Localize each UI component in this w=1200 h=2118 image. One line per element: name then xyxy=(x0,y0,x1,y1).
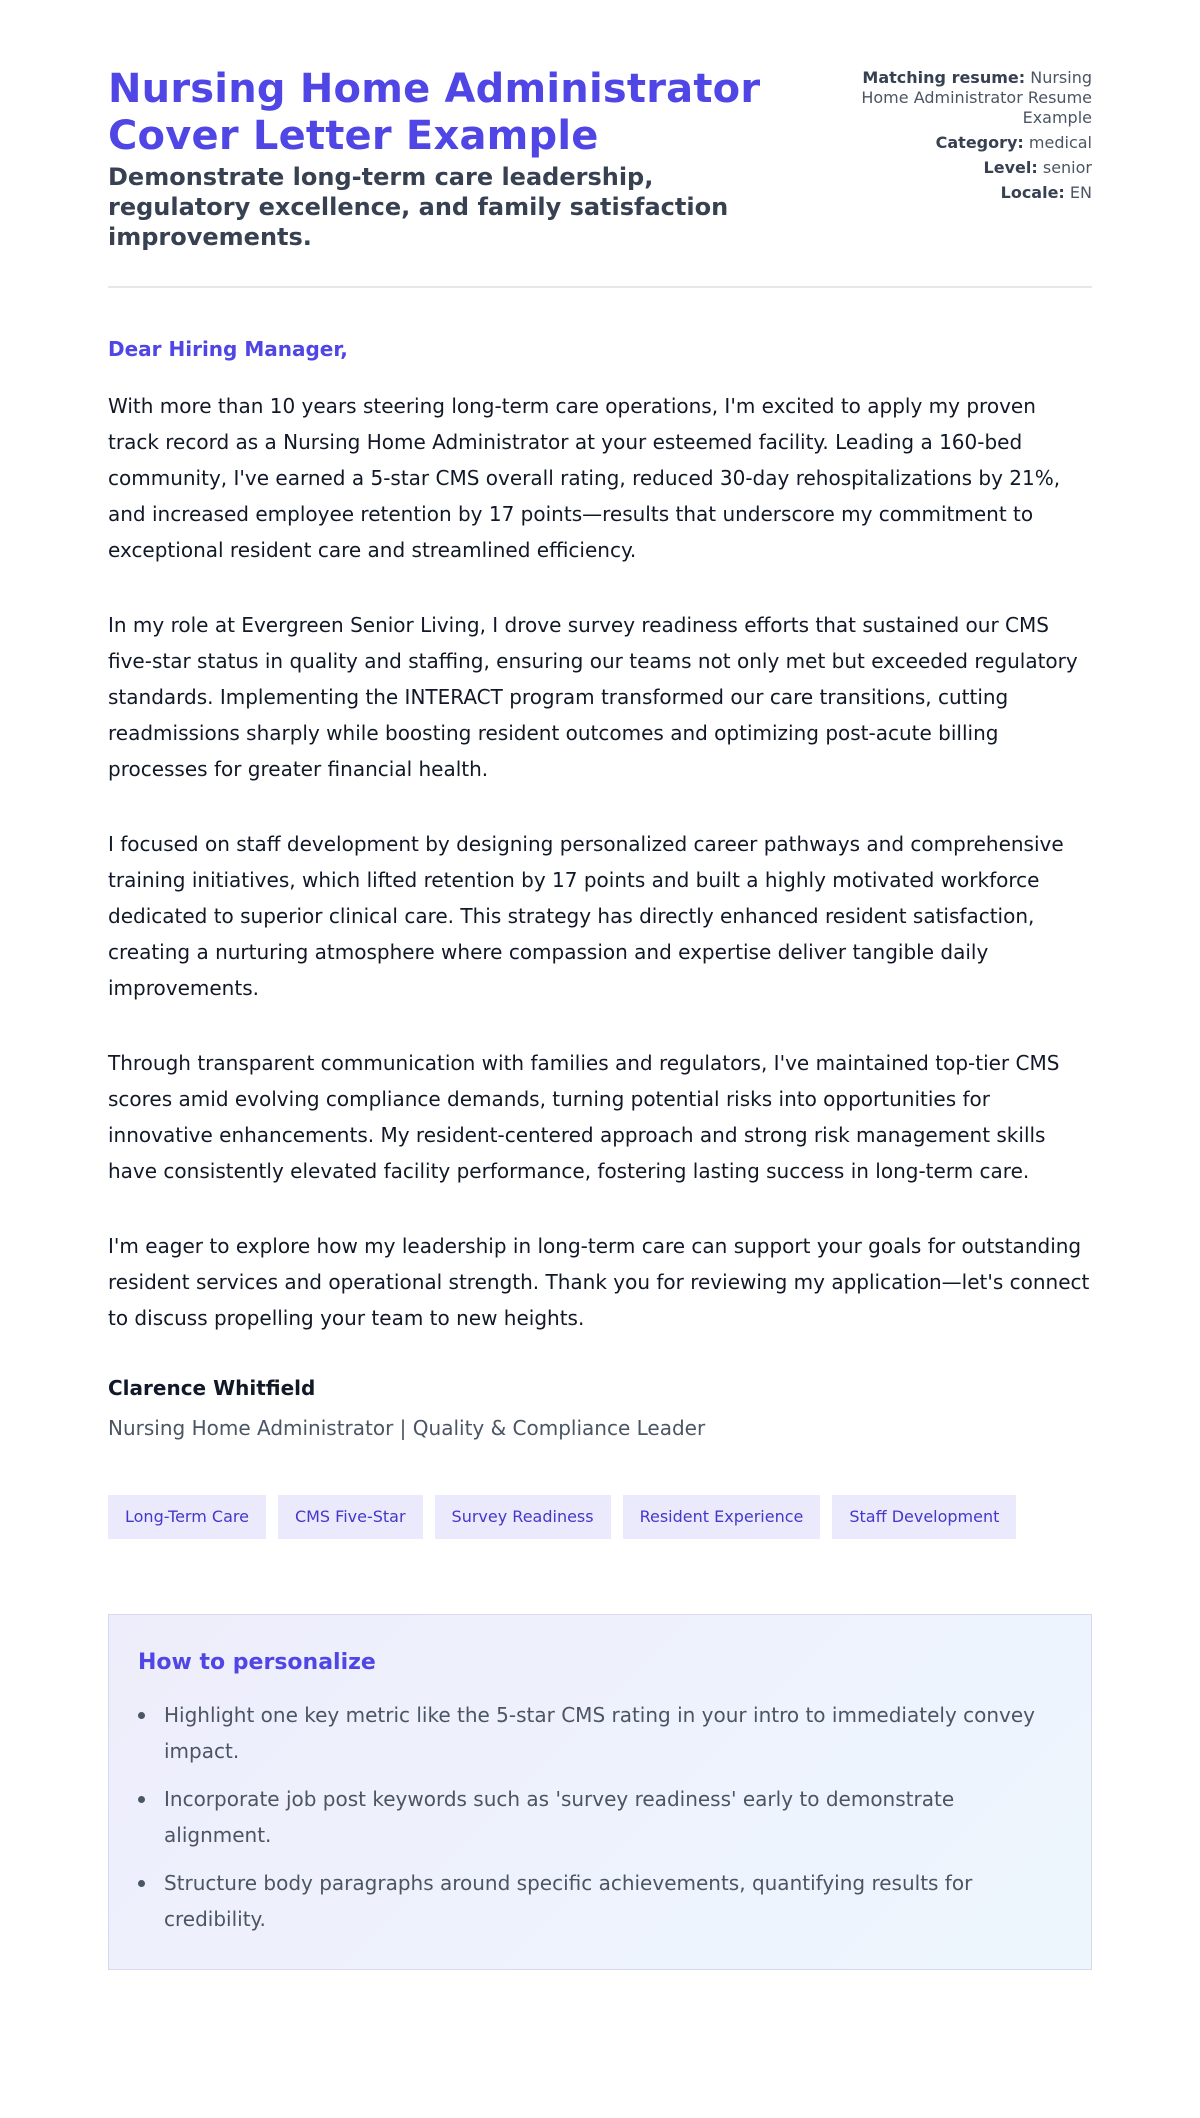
signature-block xyxy=(108,1375,1092,1441)
meta-value: Nursing Home Administrator Resume Example xyxy=(861,68,1092,127)
meta-category xyxy=(812,133,1092,153)
letter-paragraph: I focused on staff development by designing personalized career pathways and comprehensive training initiatives, which lifted retention by 17 points and built a highly motivated workforce dedicated to superior clinical care. This strategy has directly enhanced resident satisfaction, creating a nurturing atmosphere where compassion and expertise deliver tangible daily improvements. xyxy=(108,832,1064,1000)
tag-survey-readiness: Survey Readiness xyxy=(435,1495,611,1539)
meta-matching-resume xyxy=(812,68,1092,128)
meta-label: Locale: xyxy=(1000,183,1065,202)
meta-value: medical xyxy=(1028,133,1092,152)
bullet-icon xyxy=(138,1796,145,1803)
tag-cms-five-star: CMS Five-Star xyxy=(278,1495,423,1539)
personalize-tips-box xyxy=(108,1614,1092,1970)
letter-paragraph: With more than 10 years steering long-term care operations, I'm excited to apply my proven track record as a Nursing Home Administrator at your esteemed facility. Leading a 160-bed community, I've earned a 5-star CMS overall rating, reduced 30-day rehospitalizations by 21%, and increased employee retention by 17 points—results that underscore my commitment to exceptional resident care and streamlined efficiency. xyxy=(108,394,1061,562)
tips-list xyxy=(138,1697,1063,1937)
page-title: Nursing Home Administrator Cover Letter Example xyxy=(108,66,761,159)
letter-paragraph: In my role at Evergreen Senior Living, I drove survey readiness efforts that sustained our CMS five-star status in quality and staffing, ensuring our teams not only met but exceeded regulatory standards. Implementing the INTERACT program transformed our care transitions, cutting readmissions sharply while boosting resident outcomes and optimizing post-acute billing processes for greater financial health. xyxy=(108,613,1078,781)
tips-title: How to personalize xyxy=(138,1650,376,1675)
tip-text: Structure body paragraphs around specific achievements, quantifying results for credibility. xyxy=(164,1871,973,1931)
meta-level xyxy=(812,158,1092,178)
cover-letter-page xyxy=(108,0,1092,1970)
page-subtitle: Demonstrate long-term care leadership, regulatory excellence, and family satisfaction improvements. xyxy=(108,163,729,251)
letter-greeting: Dear Hiring Manager, xyxy=(108,337,348,361)
signature-name: Clarence Whitfield xyxy=(108,1376,316,1400)
meta-label: Matching resume: xyxy=(862,68,1026,87)
page-header xyxy=(108,0,1092,288)
header-titles xyxy=(108,66,788,252)
tip-item xyxy=(138,1697,1063,1769)
meta-label: Level: xyxy=(983,158,1038,177)
letter-paragraph: I'm eager to explore how my leadership in long-term care can support your goals for outstanding resident services and operational strength. Thank you for reviewing my application—let's connect to discuss propelling your team to new heights. xyxy=(108,1234,1090,1330)
tag-long-term-care: Long-Term Care xyxy=(108,1495,266,1539)
tag-staff-development: Staff Development xyxy=(832,1495,1016,1539)
tip-item xyxy=(138,1781,1063,1853)
meta-label: Category: xyxy=(935,133,1024,152)
meta-locale xyxy=(812,183,1092,203)
bullet-icon xyxy=(138,1712,145,1719)
tip-text: Highlight one key metric like the 5-star CMS rating in your intro to immediately convey impact. xyxy=(164,1703,1036,1763)
letter-paragraphs xyxy=(108,388,1092,1336)
tag-resident-experience: Resident Experience xyxy=(623,1495,821,1539)
letter-paragraph: Through transparent communication with families and regulators, I've maintained top-tier CMS scores amid evolving compliance demands, turning potential risks into opportunities for innovative enhancements. My resident-centered approach and strong risk management skills have consistently elevated facility performance, fostering lasting success in long-term care. xyxy=(108,1051,1060,1183)
tip-item xyxy=(138,1865,1063,1937)
meta-info xyxy=(812,66,1092,208)
signature-title: Nursing Home Administrator | Quality & Compliance Leader xyxy=(108,1416,706,1440)
tip-text: Incorporate job post keywords such as 'survey readiness' early to demonstrate alignment. xyxy=(164,1787,955,1847)
meta-value: EN xyxy=(1069,183,1092,202)
meta-value: senior xyxy=(1042,158,1092,177)
bullet-icon xyxy=(138,1880,145,1887)
letter-body xyxy=(108,336,1092,1336)
skill-tags xyxy=(108,1495,1092,1539)
